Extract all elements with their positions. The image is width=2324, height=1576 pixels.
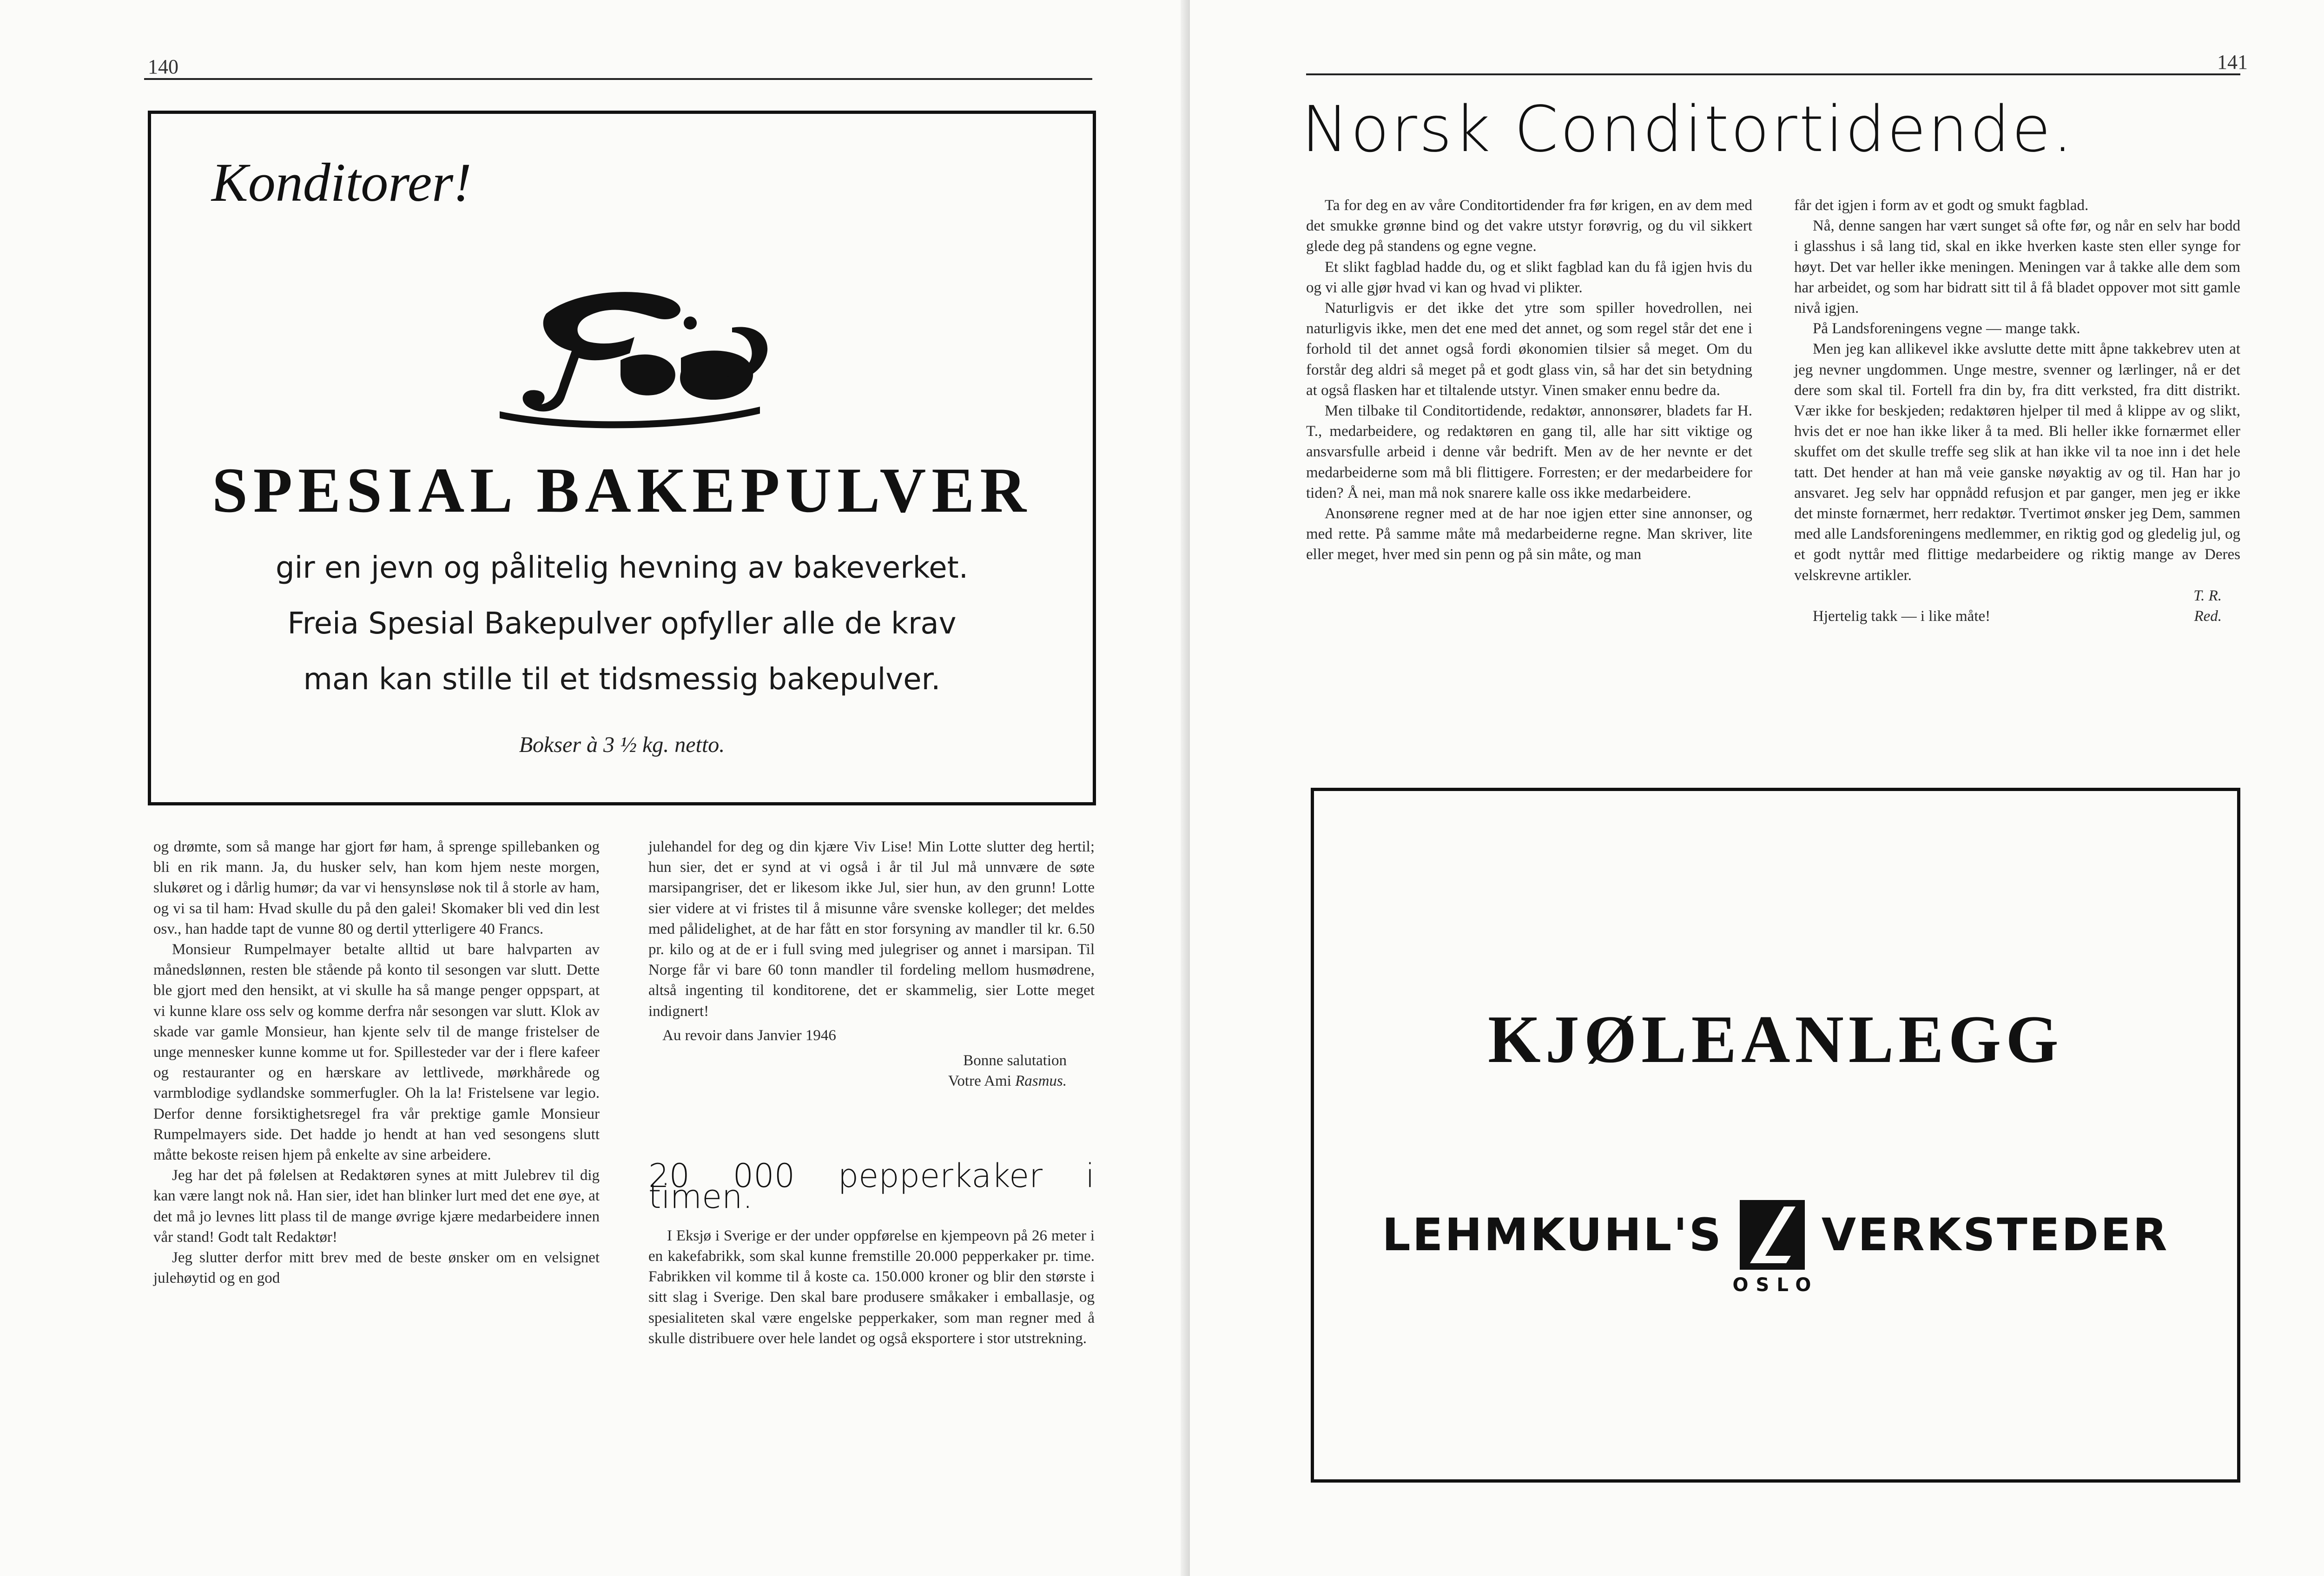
company-name-left: LEHMKUHL'S <box>1382 1209 1723 1261</box>
freia-logo-graphic <box>472 272 779 430</box>
paragraph: Men jeg kan allikevel ikke avslutte dette mitt åpne takkebrev uten at jeg nevner ungdommen. Unge mestre, svenner og lærlinger, nå er det dere som skal til. Fortell fra din by, fra ditt verksted, fra ditt distrikt. Vær ikke for beskjeden; redaktøren hjelper til med å klippe av og slikt, hvis det er noe han ikke liker å ta med. Bli heller ikke fornærmet eller skuffet om det skulle treffe seg slik at han ikke vil ta noe inn i det hele tatt. Det hender at han må veie ganske nøyaktig av og til. Han har jo ansvaret. Jeg selv har oppnådd refusjon et par ganger, men jeg er ikke det minste fornærmet, herr redaktør. Tvertimot ønsker jeg Dem, sammen med alle Landsforeningens medlemmer, en riktig god og gledelig jul, og et godt nyttår med flittige medarbeidere og riktig mange av Deres velskrevne artikler. <box>1794 341 2240 584</box>
page-number-right: 141 <box>2217 51 2248 73</box>
paragraph: Nå, denne sangen har vært sunget så ofte før, og når en selv har bodd i glasshus i så lang tid, skal en ikke hverken kaste sten eller synge for høyt. Det var heller ikke meningen. Meningen var å takke alle dem som har arbeidet, og som har bidratt sitt til å få bladet oppover mot sitt gamle nivå igjen. <box>1794 218 2240 317</box>
paragraph: Naturligvis er det ikke det ytre som spiller hovedrollen, nei naturligvis ikke, men det ene med det annet, og som regel står det ene i forhold til det annet også fordi økonomien tilsier så meget. Om du forstår deg aldri så meget på et godt glass vin, så har det sin betydning at også flasken har et tiltalende utstyr. Vinen smaker ennu bedre da. <box>1306 300 1752 399</box>
editorial-col-1 <box>1306 195 1752 565</box>
closing-line <box>1794 606 2240 626</box>
paragraph: Et slikt fagblad hadde du, og et slikt fagblad kan du få igjen hvis du og vi alle gjør hvad vi kan og hvad vi plikter. <box>1306 258 1752 296</box>
paragraph: I Eksjø i Sverige er der under oppførelse en kjempeovn på 26 meter i en kakefabrikk, som skal kunne fremstille 20.000 pepperkaker pr. time. Fabrikken vil komme til å koste ca. 150.000 kroner og blir den største i sitt slag i Sverige. Den skal bare produsere småkaker i emballasje, og spesialiteten skal være engelske pepperkaker, som man regner med å skulle distribuere over hele landet og også eksportere i stor utstrekning. <box>648 1227 1095 1347</box>
lehmkuhl-logo-icon <box>1740 1200 1805 1270</box>
closing-text: Hjertelig takk — i like måte! <box>1813 608 1991 625</box>
ad-line-2: Freia Spesial Bakepulver opfyller alle de krav <box>287 607 957 641</box>
paragraph: Ta for deg en av våre Conditortidender fra før krigen, en av dem med det smukke grønne bind og det vakre utstyr forøvrig, og du vil sikkert glede deg på standens og egne vegne. <box>1306 197 1752 255</box>
paragraph: Jeg slutter derfor mitt brev med de beste ønsker om en velsignet julehøytid og en god <box>153 1249 600 1287</box>
signoff-line-1: Au revoir dans Janvier 1946 <box>662 1027 836 1044</box>
pepper-heading: 20 000 pepperkaker i timen. <box>648 1157 1095 1216</box>
signature-initials: T. R. <box>2193 587 2222 604</box>
company-logo-row <box>1314 1200 2237 1270</box>
lehmkuhl-ad <box>1311 788 2240 1483</box>
company-name-right: VERKSTEDER <box>1821 1209 2169 1261</box>
masthead: Norsk Conditortidende. <box>1301 93 2075 166</box>
right-page <box>1190 0 2324 1576</box>
paragraph: På Landsforeningens vegne — mange takk. <box>1813 320 2080 337</box>
ad-headline: Konditorer! <box>211 152 472 213</box>
article-col-1 <box>153 837 600 1288</box>
freia-ad <box>148 111 1096 805</box>
signoff-prefix: Votre Ami <box>948 1073 1016 1090</box>
freia-logo <box>472 272 779 430</box>
paragraph: og drømte, som så mange har gjort før ham, å sprenge spillebanken og bli en rik mann. Ja, du husker selv, han kom hjem neste morgen, slukøret og i dårlig humør; da var vi hensynsløse nok til å storle av ham, og vi sa til ham: Hvad skulle du på den galei! Skomaker bli ved din lest osv., han hadde tapt de vunne 80 og dertil ytterligere 40 Francs. <box>153 838 600 937</box>
header-rule <box>1306 73 2240 75</box>
header-rule <box>144 78 1092 80</box>
article-col-2 <box>648 837 1095 1349</box>
page-number-left: 140 <box>148 55 178 78</box>
paragraph: Monsieur Rumpelmayer betalte alltid ut bare halvparten av månedslønnen, resten ble stående på konto til sesongen var slutt. Dette ble gjort med den hensikt, at vi skulle ha så mange penger oppspart, at vi kunne klare oss selv og komme derfra når sesongen var slutt. Klok av skade var gamle Monsieur, han kjente selv til de mange fristelser de unge mennesker kunne komme ut for. Spillesteder var der i flere kafeer og restauranter og en hærskare av lettlivede, mørkhårede og varmblodige sydlandske sommerfugler. Oh la la! Fristelsene var legio. Derfor denne forsiktighetsregel fra vår prektige gamle Monsieur Rumpelmayers side. Det hadde jo hendt at han ved sesongens slutt måtte bekoste reisen hjem på enkelte av sine arbeidere. <box>153 941 600 1164</box>
closing-signature: Red. <box>2194 608 2222 625</box>
paragraph: Anonsørene regner med at de har noe igjen etter sine annonser, og med rette. På samme måte må medarbeiderne regne. Man skriver, lite eller meget, hver med sin penn og på sin måte, og man <box>1306 505 1752 563</box>
ad-headline-kjoleanlegg: KJØLEANLEGG <box>1488 1002 2063 1077</box>
ad-line-1: gir en jevn og pålitelig hevning av bakeverket. <box>275 551 969 585</box>
editorial-col-2 <box>1794 195 2240 626</box>
paragraph: julehandel for deg og din kjære Viv Lise! Min Lotte slutter deg hertil; hun sier, det er synd at vi også i år til Jul må unnvære de søte marsipangriser, det er likesom ikke Jul, sier hun, av den grunn! Lotte sier videre at vi fristes til å misunne våre svenske kolleger; det meldes med pålidelighet, at de har fått en stor forsyning av mandler til kr. 6.50 pr. kilo og at de er i full sving med julegriser og annet i marsipan. Til Norge får vi bare 60 tonn mandler til fordeling mellom husmødrene, altså ingenting til konditorene, det er skammelig, sier Lotte meget indignert! <box>648 838 1095 1020</box>
product-name: SPESIAL BAKEPULVER <box>212 455 1032 526</box>
paragraph: får det igjen i form av et godt og smukt fagblad. <box>1794 197 2089 214</box>
ad-package: Bokser à 3 ½ kg. netto. <box>519 732 725 757</box>
ad-line-3: man kan stille til et tidsmessig bakepulver. <box>303 662 941 697</box>
signoff-line-3 <box>648 1071 1095 1091</box>
paragraph: Jeg har det på følelsen at Redaktøren synes at mitt Julebrev til dig kan være langt nok nå. Han sier, idet han blinker lurt med det ene øye, at det må jo levnes litt plass til de mange øvrige kjære medarbeidere innen vår stand! Godt talt Redaktør! <box>153 1167 600 1246</box>
paragraph: Men tilbake til Conditortidende, redaktør, annonsører, bladets far H. T., medarbeidere, og redaktøren en gang til, alle har sitt viktige og ansvarsfulle arbeid i denne vår bedrift. Men av de her nevnte er det medarbeiderne som må bli flittigere. Forresten; er der medarbeidere for tiden? Å nei, man må nok snarere kalle oss ikke medarbeidere. <box>1306 402 1752 501</box>
signoff-name: Rasmus. <box>1015 1073 1067 1090</box>
signoff-line-2: Bonne salutation <box>963 1052 1067 1069</box>
company-city: OSLO <box>1732 1274 1819 1296</box>
